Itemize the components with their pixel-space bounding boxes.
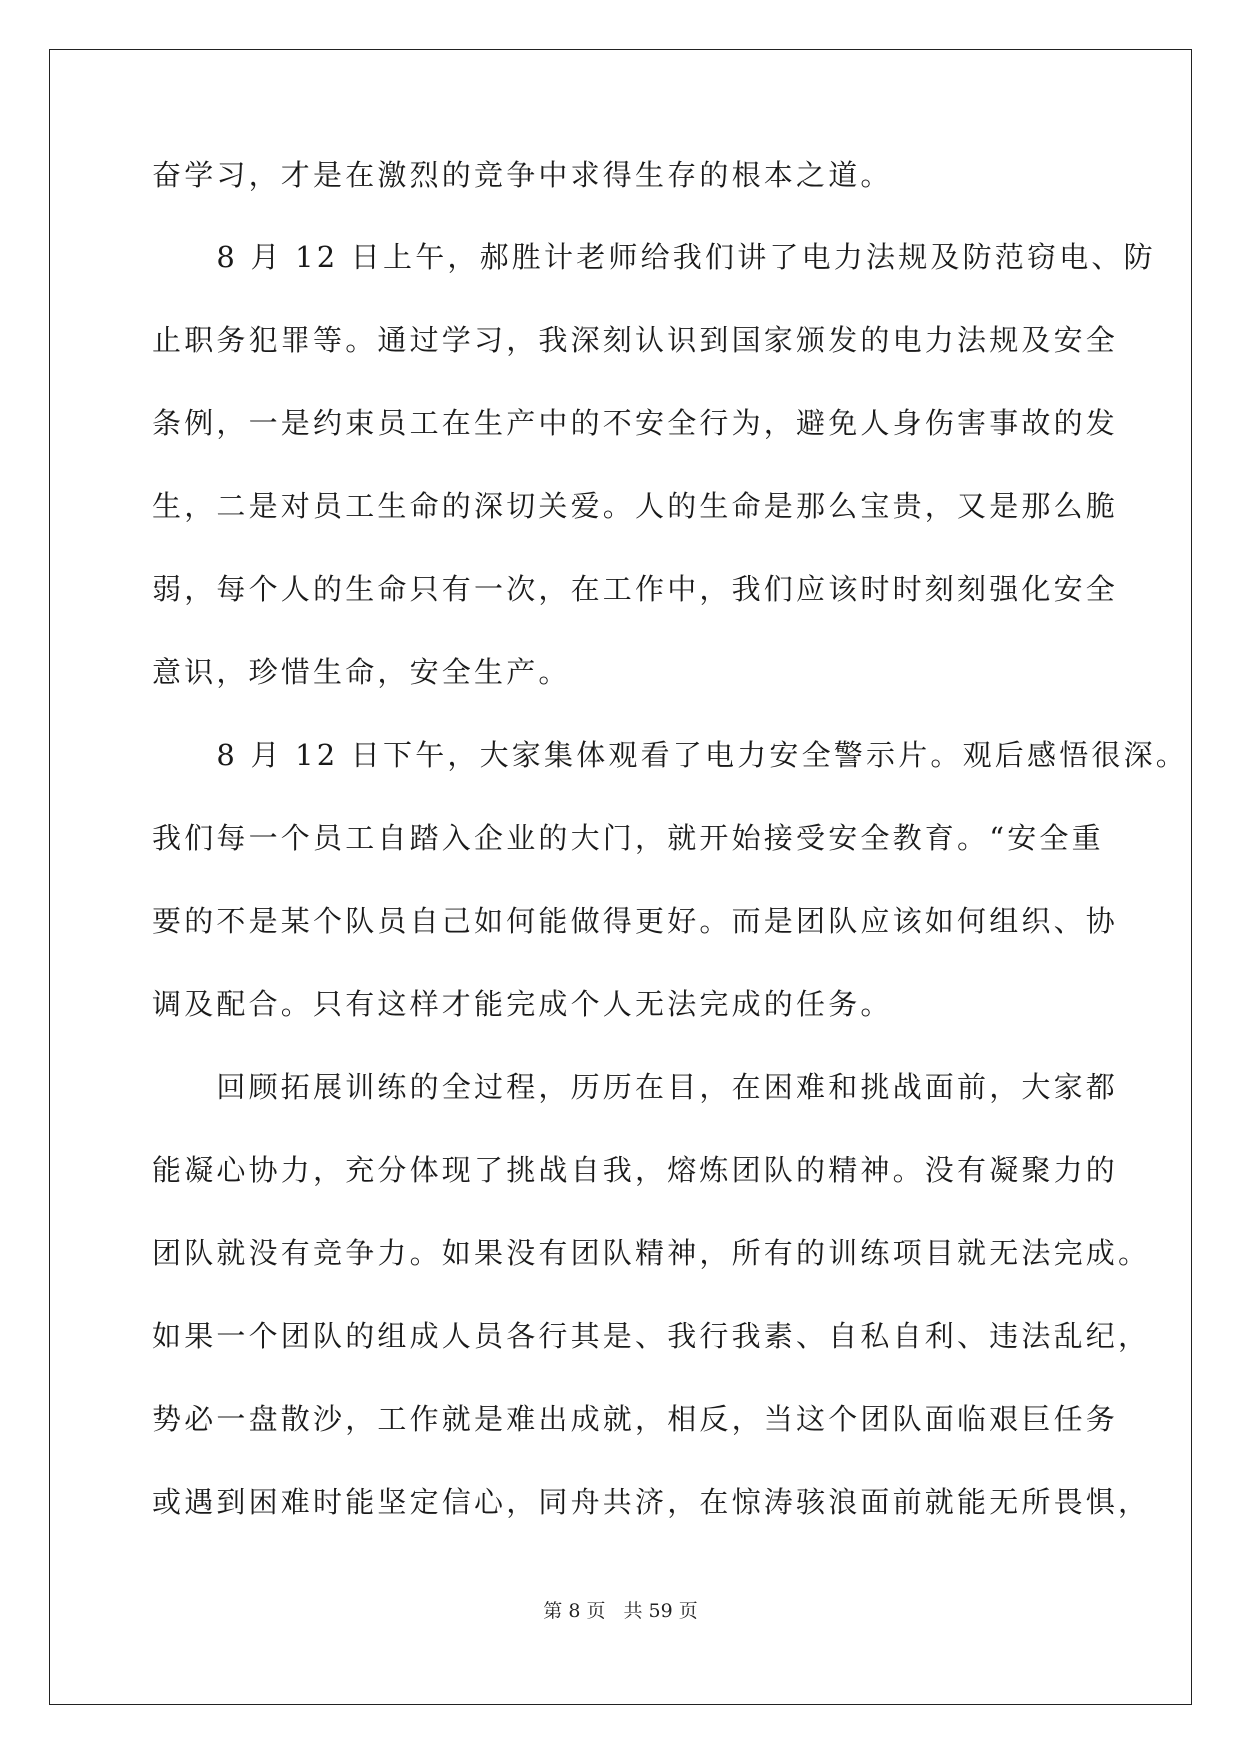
text-line: 奋学习，才是在激烈的竞争中求得生存的根本之道。 <box>152 158 893 192</box>
text-line: 我们每一个员工自踏入企业的大门，就开始接受安全教育。“安全重 <box>152 821 1104 855</box>
text-line: 8 月 12 日上午，郝胜计老师给我们讲了电力法规及防范窃电、防 <box>152 240 1156 274</box>
text-line: 止职务犯罪等。通过学习，我深刻认识到国家颁发的电力法规及安全 <box>152 323 1119 357</box>
text-line: 8 月 12 日下午，大家集体观看了电力安全警示片。观后感悟很深。 <box>152 738 1189 772</box>
text-line: 势必一盘散沙，工作就是难出成就，相反，当这个团队面临艰巨任务 <box>152 1402 1119 1436</box>
text-line: 回顾拓展训练的全过程，历历在目，在困难和挑战面前，大家都 <box>152 1070 1119 1104</box>
text-line: 如果一个团队的组成人员各行其是、我行我素、自私自利、违法乱纪， <box>152 1319 1151 1353</box>
total-pages: 共 59 页 <box>623 1600 698 1622</box>
text-line: 要的不是某个队员自己如何能做得更好。而是团队应该如何组织、协 <box>152 904 1119 938</box>
text-line: 意识，珍惜生命，安全生产。 <box>152 655 571 689</box>
text-line: 能凝心协力，充分体现了挑战自我，熔炼团队的精神。没有凝聚力的 <box>152 1153 1119 1187</box>
text-line: 弱，每个人的生命只有一次，在工作中，我们应该时时刻刻强化安全 <box>152 572 1119 606</box>
text-line: 条例，一是约束员工在生产中的不安全行为，避免人身伤害事故的发 <box>152 406 1119 440</box>
text-line: 调及配合。只有这样才能完成个人无法完成的任务。 <box>152 987 893 1021</box>
page-number: 第 8 页 <box>543 1600 606 1622</box>
page-footer <box>0 1599 1241 1623</box>
text-line: 团队就没有竞争力。如果没有团队精神，所有的训练项目就无法完成。 <box>152 1236 1151 1270</box>
text-line: 生，二是对员工生命的深切关爱。人的生命是那么宝贵，又是那么脆 <box>152 489 1119 523</box>
page-border <box>49 49 1192 1705</box>
text-line: 或遇到困难时能坚定信心，同舟共济，在惊涛骇浪面前就能无所畏惧， <box>152 1485 1151 1519</box>
